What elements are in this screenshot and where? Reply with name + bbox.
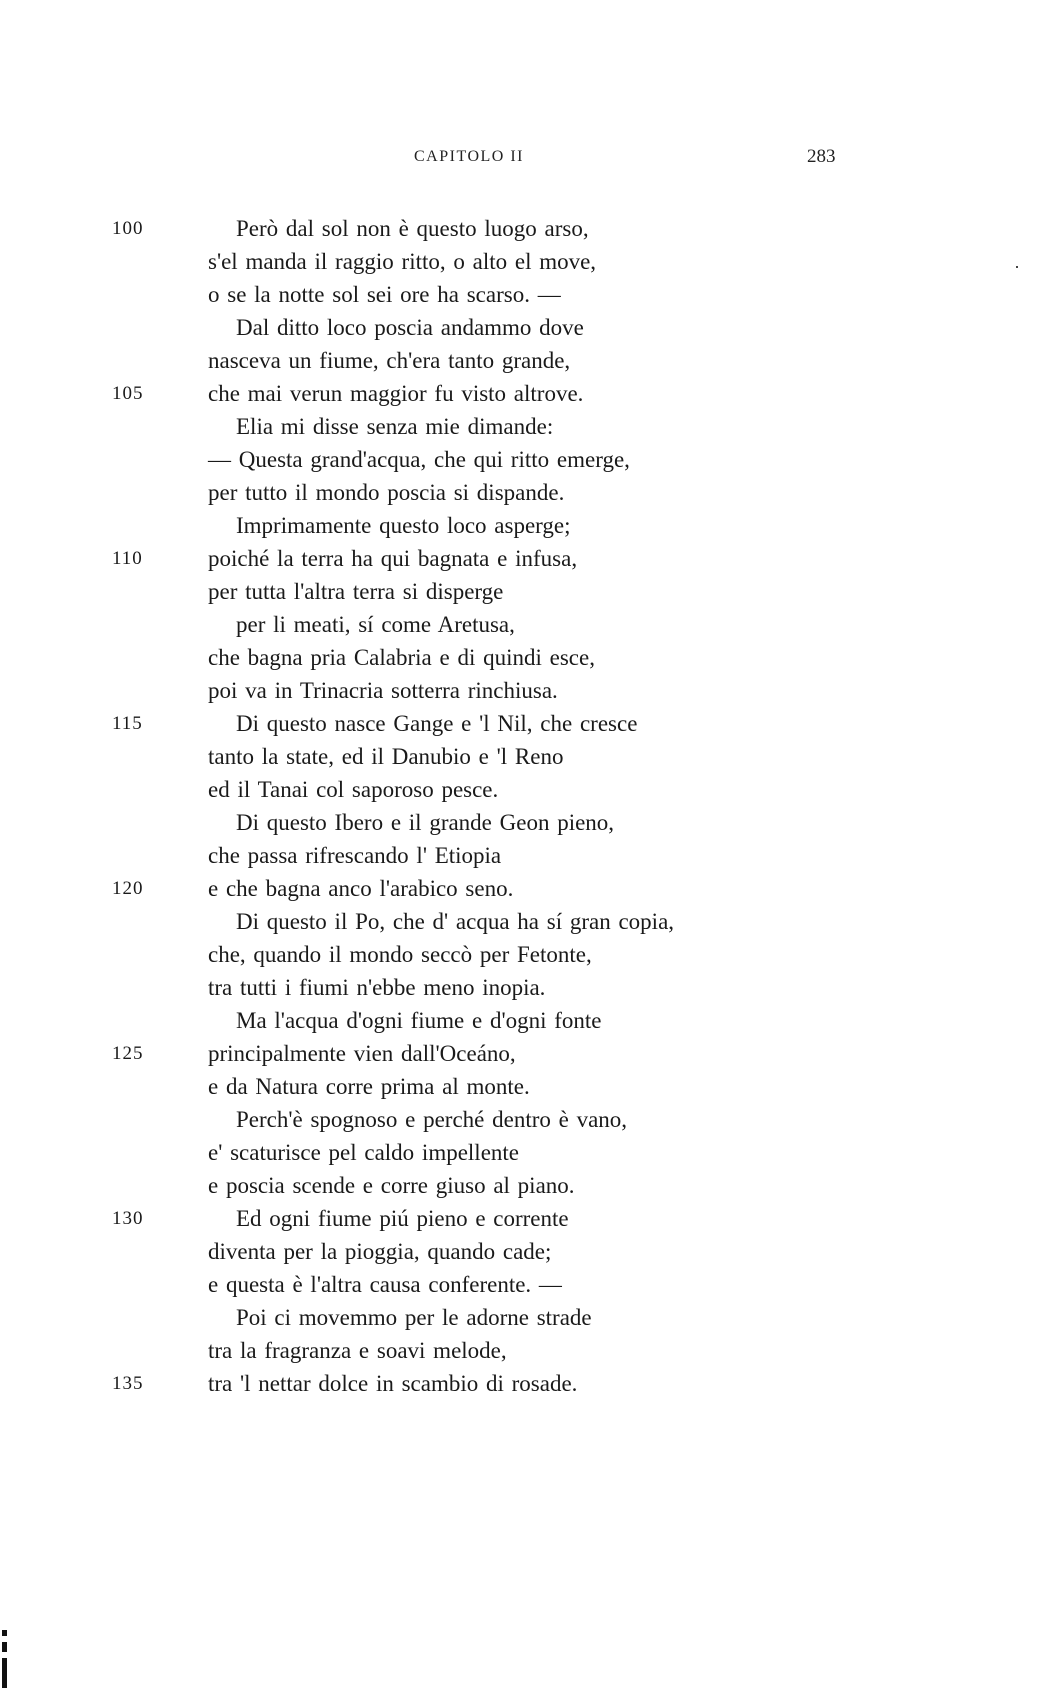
verse-text: e che bagna anco l'arabico seno. [208, 876, 514, 901]
line-number: 105 [112, 383, 144, 404]
verse-line [0, 872, 1047, 905]
verse-text: per li meati, sí come Aretusa, [236, 612, 515, 637]
page-number: 283 [807, 146, 836, 167]
verse-line [0, 1037, 1047, 1070]
verse-line [0, 806, 1047, 839]
verse-line [0, 905, 1047, 938]
verse-text: Di questo il Po, che d' acqua ha sí gran copia, [236, 909, 675, 934]
verse-text: poiché la terra ha qui bagnata e infusa, [208, 546, 578, 571]
verse-line [0, 707, 1047, 740]
verse-text: o se la notte sol sei ore ha scarso. — [208, 282, 561, 307]
verse-line [0, 476, 1047, 509]
verse-text: tra 'l nettar dolce in scambio di rosade. [208, 1371, 578, 1396]
verse-text: che mai verun maggior fu visto altrove. [208, 381, 584, 406]
running-title: CAPITOLO II [414, 148, 524, 165]
verse-text: e da Natura corre prima al monte. [208, 1074, 530, 1099]
verse-text: che passa rifrescando l' Etiopia [208, 843, 502, 868]
verse-line [0, 443, 1047, 476]
verse-text: Elia mi disse senza mie dimande: [236, 414, 554, 439]
verse-text: Poi ci movemmo per le adorne strade [236, 1305, 592, 1330]
line-number: 100 [112, 218, 144, 239]
verse-line [0, 1235, 1047, 1268]
verse-line [0, 1070, 1047, 1103]
verse-line [0, 1268, 1047, 1301]
verse-text: Di questo Ibero e il grande Geon pieno, [236, 810, 615, 835]
verse-line [0, 641, 1047, 674]
verse-line [0, 212, 1047, 245]
verse-line [0, 1103, 1047, 1136]
line-number: 135 [112, 1373, 144, 1394]
scan-speck [1016, 266, 1018, 268]
verse-text: Imprimamente questo loco asperge; [236, 513, 571, 538]
verse-line [0, 311, 1047, 344]
line-number: 125 [112, 1043, 144, 1064]
verse-text: Ma l'acqua d'ogni fiume e d'ogni fonte [236, 1008, 602, 1033]
verse-line [0, 740, 1047, 773]
verse-text: Dal ditto loco poscia andammo dove [236, 315, 584, 340]
line-number: 110 [112, 548, 143, 569]
verse-text: Di questo nasce Gange e 'l Nil, che cresce [236, 711, 638, 736]
verse-line [0, 608, 1047, 641]
verse-line [0, 674, 1047, 707]
verse-text: principalmente vien dall'Oceáno, [208, 1041, 516, 1066]
verse-line [0, 971, 1047, 1004]
verse-text: nasceva un fiume, ch'era tanto grande, [208, 348, 571, 373]
verse-line [0, 344, 1047, 377]
verse-line [0, 1301, 1047, 1334]
line-number: 115 [112, 713, 143, 734]
verse-text: tra la fragranza e soavi melode, [208, 1338, 507, 1363]
verse-line [0, 509, 1047, 542]
verse-text: per tutta l'altra terra si disperge [208, 579, 504, 604]
verse-line [0, 410, 1047, 443]
line-number: 120 [112, 878, 144, 899]
verse-text: ed il Tanai col saporoso pesce. [208, 777, 499, 802]
running-header [0, 148, 1047, 172]
verse-line [0, 245, 1047, 278]
verse-text: e' scaturisce pel caldo impellente [208, 1140, 520, 1165]
verse-line [0, 1334, 1047, 1367]
verse-text: s'el manda il raggio ritto, o alto el move, [208, 249, 597, 274]
poem-text-block [0, 212, 1047, 1400]
verse-line [0, 1169, 1047, 1202]
verse-line [0, 1004, 1047, 1037]
verse-line [0, 1367, 1047, 1400]
verse-line [0, 377, 1047, 410]
verse-line [0, 839, 1047, 872]
verse-line [0, 575, 1047, 608]
verse-text: che, quando il mondo seccò per Fetonte, [208, 942, 592, 967]
line-number: 130 [112, 1208, 144, 1229]
verse-line [0, 1202, 1047, 1235]
verse-text: poi va in Trinacria sotterra rinchiusa. [208, 678, 558, 703]
verse-text: tra tutti i fiumi n'ebbe meno inopia. [208, 975, 546, 1000]
verse-text: e poscia scende e corre giuso al piano. [208, 1173, 575, 1198]
verse-text: Però dal sol non è questo luogo arso, [236, 216, 589, 241]
verse-text: diventa per la pioggia, quando cade; [208, 1239, 552, 1264]
verse-text: che bagna pria Calabria e di quindi esce, [208, 645, 595, 670]
verse-text: tanto la state, ed il Danubio e 'l Reno [208, 744, 564, 769]
verse-text: — Questa grand'acqua, che qui ritto emerge, [208, 447, 630, 472]
verse-text: e questa è l'altra causa conferente. — [208, 1272, 562, 1297]
verse-text: Perch'è spognoso e perché dentro è vano, [236, 1107, 628, 1132]
verse-text: Ed ogni fiume piú pieno e corrente [236, 1206, 569, 1231]
verse-line [0, 542, 1047, 575]
verse-line [0, 278, 1047, 311]
verse-line [0, 773, 1047, 806]
verse-line [0, 1136, 1047, 1169]
verse-text: per tutto il mondo poscia si dispande. [208, 480, 565, 505]
scan-edge-mark [0, 1630, 10, 1688]
verse-line [0, 938, 1047, 971]
